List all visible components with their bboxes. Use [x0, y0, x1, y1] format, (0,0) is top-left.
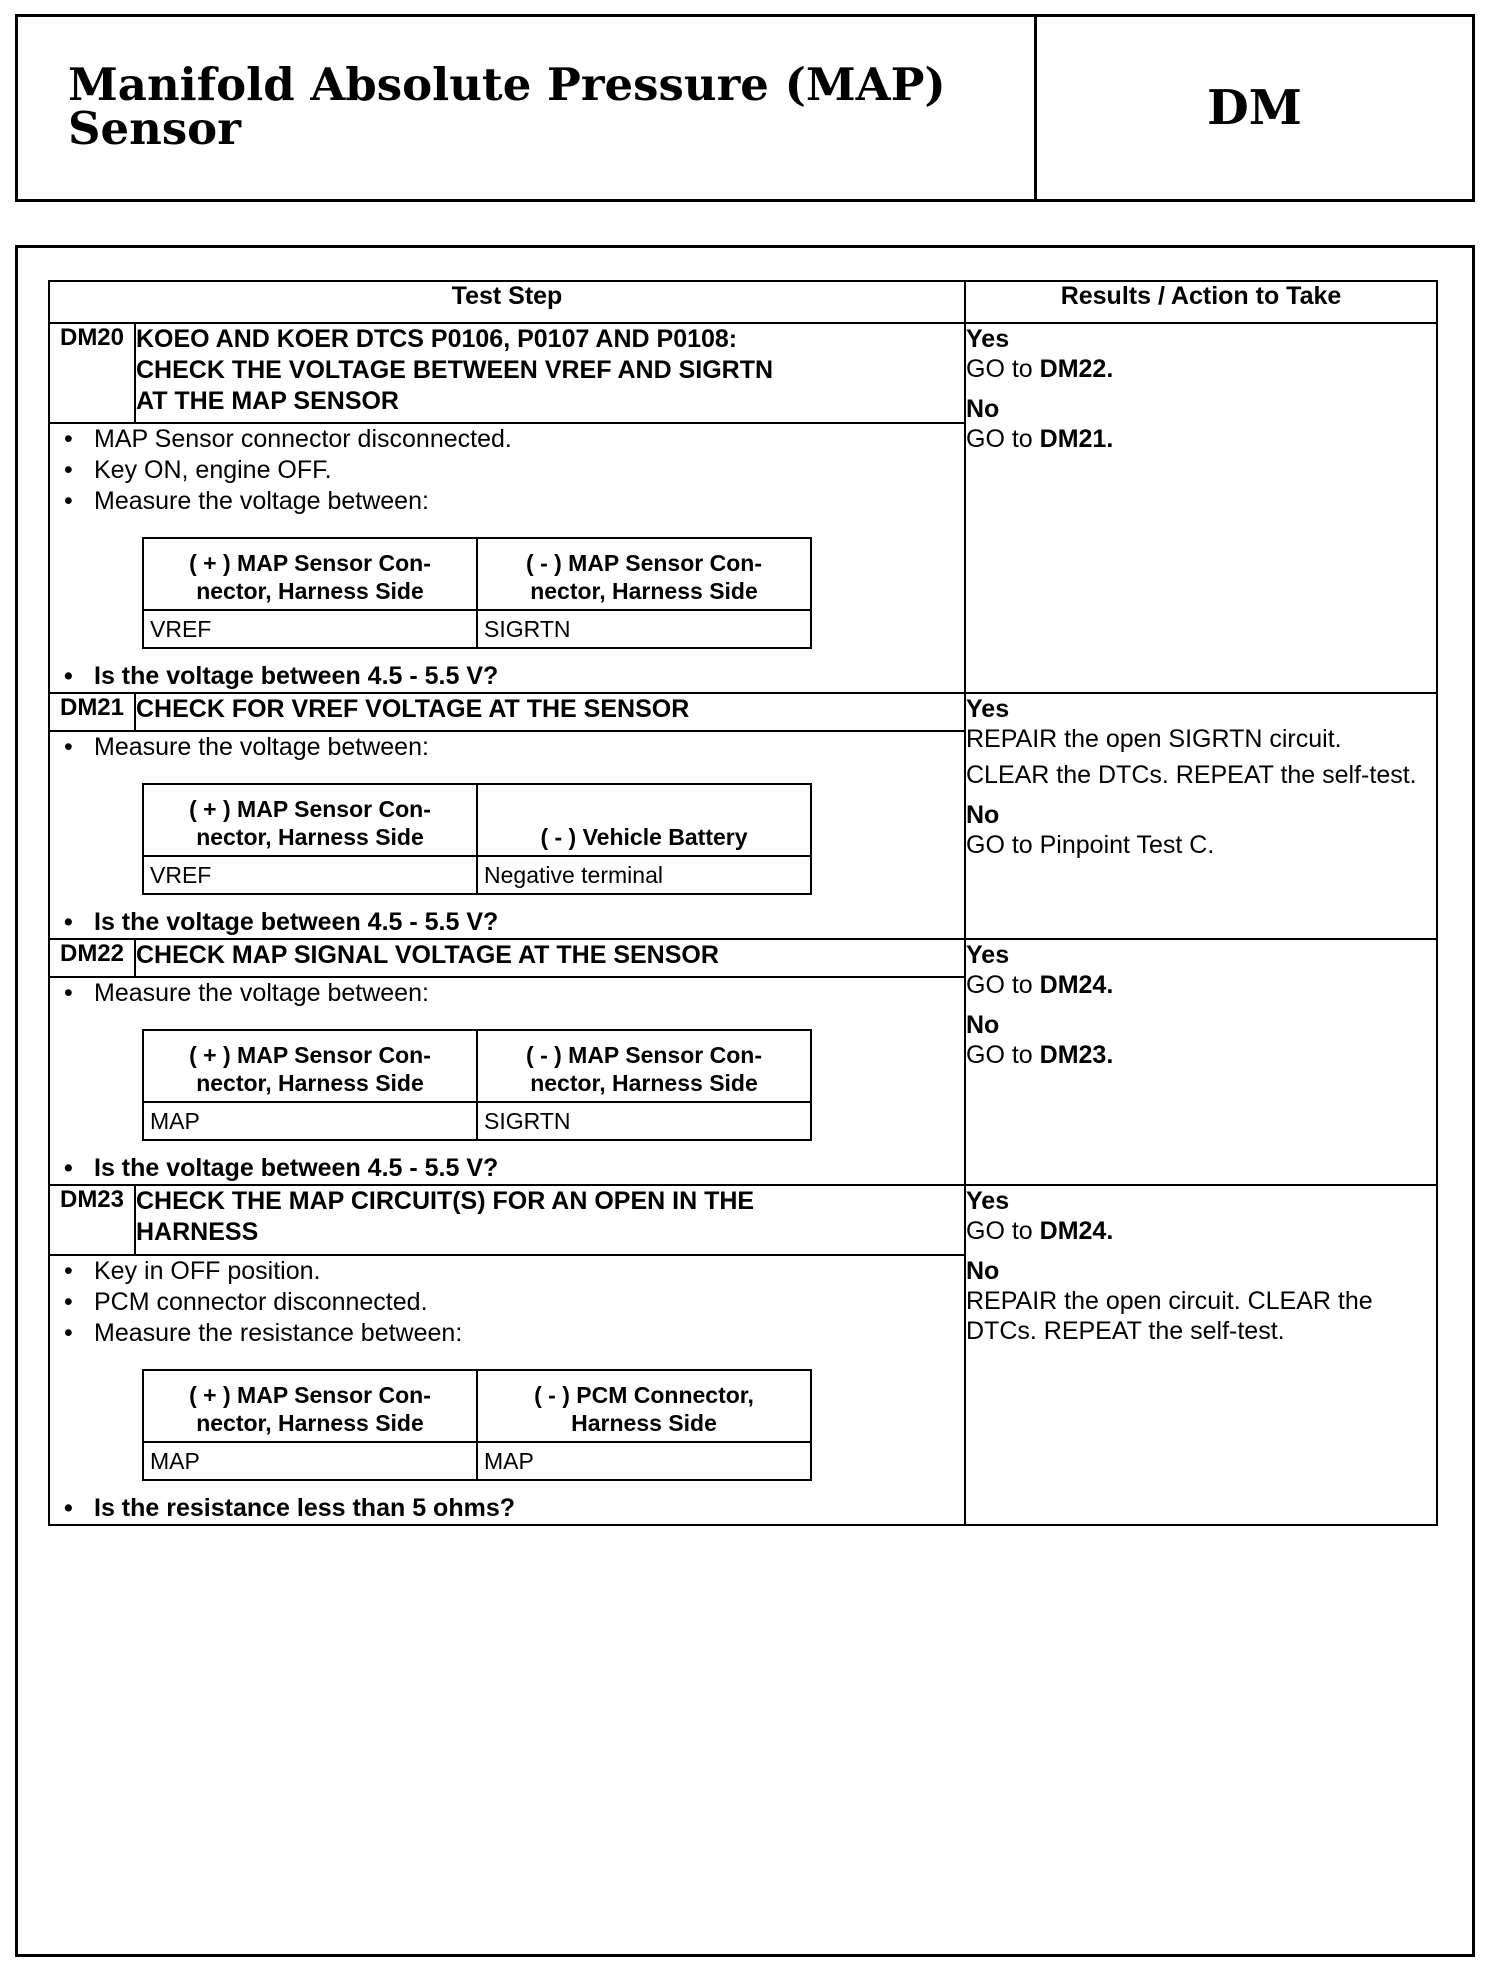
- yes-action: REPAIR the open SIGRTN circuit.: [966, 725, 1342, 753]
- step-question: • Is the resistance less than 5 ohms?: [62, 1493, 964, 1524]
- diagnostic-table: [48, 280, 1438, 1526]
- measurement-table: [142, 783, 812, 895]
- measurement-header-negative: [477, 784, 811, 856]
- step-title-line: CHECK THE MAP CIRCUIT(S) FOR AN OPEN IN THE: [136, 1187, 755, 1215]
- step-title-line: KOEO AND KOER DTCS P0106, P0107 AND P0108:: [136, 325, 738, 353]
- step-results: [965, 939, 1437, 1185]
- step-question: • Is the voltage between 4.5 - 5.5 V?: [62, 907, 964, 938]
- step-bullet: • PCM connector disconnected.: [62, 1287, 964, 1318]
- step-id: DM23: [49, 1185, 135, 1255]
- step-body: [49, 1255, 965, 1525]
- step-results: [965, 693, 1437, 939]
- measurement-header-text: ( - ) MAP Sensor Con- nector, Harness Side: [526, 550, 762, 604]
- step-title-row: [49, 1185, 1437, 1255]
- step-title-line: HARNESS: [136, 1218, 259, 1246]
- step-results: [965, 1185, 1437, 1525]
- measurement-value-positive: MAP: [143, 1442, 477, 1480]
- step-bullet: • Key ON, engine OFF.: [62, 455, 964, 486]
- no-label: No: [966, 801, 1000, 829]
- measurement-value-positive: MAP: [143, 1102, 477, 1140]
- no-label: No: [966, 1011, 1000, 1039]
- measurement-value-negative: SIGRTN: [477, 1102, 811, 1140]
- yes-action-text: GO to: [966, 355, 1040, 383]
- measurement-header-text: ( - ) MAP Sensor Con- nector, Harness Side: [526, 1042, 762, 1096]
- yes-step-link[interactable]: DM24.: [1039, 1217, 1114, 1245]
- step-question: • Is the voltage between 4.5 - 5.5 V?: [62, 1153, 964, 1184]
- column-header-test-step: Test Step: [49, 281, 965, 323]
- step-title: [135, 1185, 965, 1255]
- measurement-value-negative: SIGRTN: [477, 610, 811, 648]
- step-bullet: • MAP Sensor connector disconnected.: [62, 424, 964, 455]
- step-results: [965, 323, 1437, 693]
- no-label: No: [966, 1257, 1000, 1285]
- measurement-table: [142, 1369, 812, 1481]
- step-bullet-list: [62, 424, 964, 517]
- step-question: • Is the voltage between 4.5 - 5.5 V?: [62, 661, 964, 692]
- measurement-header-positive: [143, 538, 477, 610]
- no-label: No: [966, 395, 1000, 423]
- no-action: REPAIR the open circuit. CLEAR the DTCs. REPEAT the self-test.: [966, 1287, 1373, 1345]
- step-title-line: CHECK FOR VREF VOLTAGE AT THE SENSOR: [136, 695, 690, 723]
- measurement-header-negative: [477, 1370, 811, 1442]
- yes-action-text: GO to: [966, 971, 1040, 999]
- measurement-header-text: ( + ) MAP Sensor Con- nector, Harness Side: [189, 796, 431, 850]
- step-bullet-list: [62, 1256, 964, 1349]
- measurement-header-text: ( + ) MAP Sensor Con- nector, Harness Side: [189, 1042, 431, 1096]
- no-action-text: GO to: [966, 425, 1040, 453]
- step-title: [135, 939, 965, 977]
- page-title-line-1: Manifold Absolute Pressure (MAP): [68, 58, 946, 111]
- step-bullet: • Measure the voltage between:: [62, 978, 964, 1009]
- step-title: [135, 323, 965, 423]
- yes-label: Yes: [966, 941, 1010, 969]
- step-id: DM22: [49, 939, 135, 977]
- step-id: DM20: [49, 323, 135, 423]
- yes-label: Yes: [966, 695, 1010, 723]
- no-action: GO to Pinpoint Test C.: [966, 831, 1215, 859]
- step-bullet-list: [62, 732, 964, 763]
- measurement-value-negative: MAP: [477, 1442, 811, 1480]
- measurement-header-negative: [477, 538, 811, 610]
- measurement-header-negative: [477, 1030, 811, 1102]
- measurement-header-text: ( + ) MAP Sensor Con- nector, Harness Side: [189, 1382, 431, 1436]
- no-step-link[interactable]: DM21.: [1039, 425, 1114, 453]
- yes-action: [966, 1216, 1436, 1246]
- measurement-value-negative: Negative terminal: [477, 856, 811, 894]
- step-bullet: • Key in OFF position.: [62, 1256, 964, 1287]
- page-title: [68, 58, 1008, 155]
- yes-label: Yes: [966, 1187, 1010, 1215]
- yes-label: Yes: [966, 325, 1010, 353]
- step-title-row: [49, 693, 1437, 731]
- step-bullet: • Measure the voltage between:: [62, 486, 964, 517]
- yes-step-link[interactable]: DM22.: [1039, 355, 1114, 383]
- measurement-header-positive: [143, 1370, 477, 1442]
- yes-action-text: GO to: [966, 1217, 1040, 1245]
- measurement-header-text: ( - ) PCM Connector, Harness Side: [534, 1382, 754, 1436]
- measurement-value-positive: VREF: [143, 856, 477, 894]
- step-title-line: AT THE MAP SENSOR: [136, 387, 399, 415]
- measurement-header-positive: [143, 784, 477, 856]
- no-action: [966, 1040, 1436, 1070]
- yes-action-followup: CLEAR the DTCs. REPEAT the self-test.: [966, 761, 1417, 789]
- no-action: [966, 424, 1436, 454]
- step-body: [49, 977, 965, 1185]
- step-title: [135, 693, 965, 731]
- step-title-line: CHECK THE VOLTAGE BETWEEN VREF AND SIGRTN: [136, 356, 774, 384]
- step-bullet-list: [62, 978, 964, 1009]
- table-header-row: [49, 281, 1437, 323]
- yes-action: [966, 354, 1436, 384]
- page-header: [15, 14, 1475, 202]
- step-title-row: [49, 323, 1437, 423]
- step-title-line: CHECK MAP SIGNAL VOLTAGE AT THE SENSOR: [136, 941, 719, 969]
- yes-step-link[interactable]: DM24.: [1039, 971, 1114, 999]
- yes-action: [966, 970, 1436, 1000]
- measurement-header-positive: [143, 1030, 477, 1102]
- step-id: DM21: [49, 693, 135, 731]
- measurement-table: [142, 537, 812, 649]
- no-action-text: GO to: [966, 1041, 1040, 1069]
- no-step-link[interactable]: DM23.: [1039, 1041, 1114, 1069]
- measurement-header-text: ( - ) Vehicle Battery: [540, 824, 748, 850]
- step-title-row: [49, 939, 1437, 977]
- page-title-line-2: Sensor: [68, 102, 241, 155]
- measurement-table: [142, 1029, 812, 1141]
- step-body: [49, 731, 965, 939]
- section-code: DM: [1207, 80, 1302, 136]
- step-bullet: • Measure the resistance between:: [62, 1318, 964, 1349]
- measurement-header-text: ( + ) MAP Sensor Con- nector, Harness Side: [189, 550, 431, 604]
- step-bullet: • Measure the voltage between:: [62, 732, 964, 763]
- step-body: [49, 423, 965, 693]
- measurement-value-positive: VREF: [143, 610, 477, 648]
- column-header-results: Results / Action to Take: [965, 281, 1437, 323]
